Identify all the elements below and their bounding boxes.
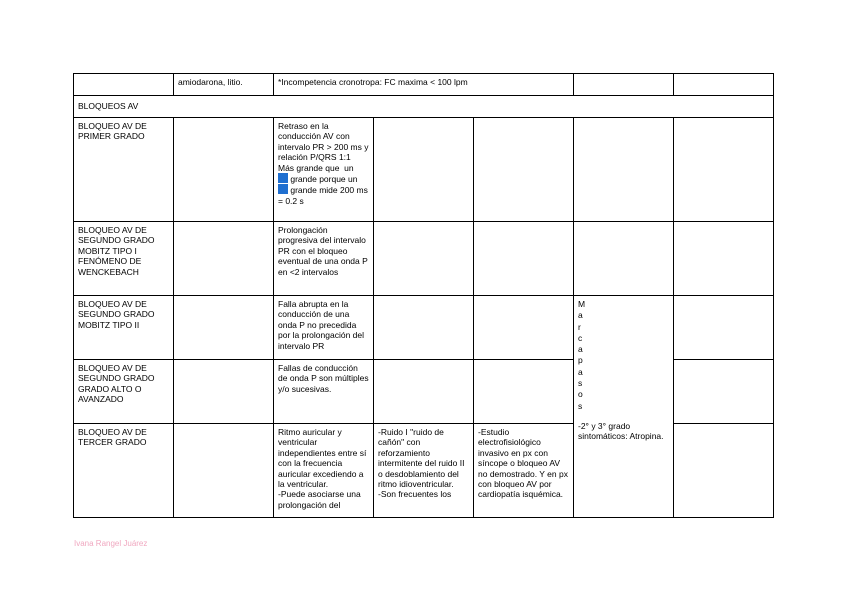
table-cell	[174, 74, 274, 96]
row-label-cell	[74, 360, 174, 424]
table-cell	[74, 74, 174, 96]
marcapasos-cell	[574, 296, 674, 518]
table-cell	[274, 360, 374, 424]
table-cell	[674, 74, 774, 96]
marcapasos-letter: a	[578, 344, 583, 355]
row-label-cell	[74, 222, 174, 296]
table-cell	[474, 360, 574, 424]
section-header-row	[74, 96, 774, 118]
row-label-cell	[74, 424, 174, 518]
row-label: BLOQUEO AV DE SEGUNDO GRADO MOBITZ TIPO II	[78, 299, 157, 330]
table-cell	[274, 74, 574, 96]
author-footer: Ivana Rangel Juárez	[74, 539, 148, 548]
row-label-cell	[74, 296, 174, 360]
table-row	[74, 74, 774, 96]
table-cell	[674, 424, 774, 518]
table-cell	[174, 424, 274, 518]
cell-text: Prolongación progresiva del intervalo PR con el bloqueo eventual de una onda P en <2 intervalos	[278, 225, 371, 277]
highlight-mark	[278, 173, 288, 183]
table-cell	[574, 74, 674, 96]
row-label: BLOQUEO AV DE PRIMER GRADO	[78, 121, 150, 142]
table-cell	[674, 222, 774, 296]
table-cell	[174, 296, 274, 360]
cell-text: Falla abrupta en la conducción de una onda P no precedida por la prolongación del intervalo PR	[278, 299, 367, 351]
row-label-cell	[74, 118, 174, 222]
table-cell	[474, 118, 574, 222]
marcapasos-letter: p	[578, 355, 583, 366]
table-row	[74, 296, 774, 360]
table-cell	[574, 118, 674, 222]
row-label: BLOQUEO AV DE SEGUNDO GRADO GRADO ALTO O AVANZADO	[78, 363, 157, 405]
table-cell	[374, 296, 474, 360]
marcapasos-letter: a	[578, 366, 583, 377]
marcapasos-letter: r	[578, 321, 581, 332]
cell-text-part: grande porque un	[288, 174, 358, 185]
table-cell	[474, 424, 574, 518]
cell-text: -Ruido I "ruido de cañón" con reforzamiento intermitente del ruido II o desdoblamiento del ritmo idioventricular. -Son frecuentes los	[378, 427, 465, 500]
cell-text: -Estudio electrofisiológico invasivo en px con síncope o bloqueo AV no demostrado. Y en px con bloqueo AV por cardiopatía isquémica.	[478, 427, 571, 500]
table-cell	[574, 222, 674, 296]
table-cell	[274, 424, 374, 518]
table-cell	[674, 118, 774, 222]
cell-text: *Incompetencia cronotropa: FC maxima < 100 lpm	[278, 77, 468, 87]
table-cell	[174, 222, 274, 296]
table-cell	[274, 296, 374, 360]
table-cell	[474, 222, 574, 296]
cell-text: Ritmo auricular y ventricular independientes entre sí con la frecuencia auricular excediendo a la ventricular. -Puede asociarse una prolongación del	[278, 427, 367, 510]
marcapasos-vertical	[578, 299, 586, 412]
bloqueos-table	[73, 73, 774, 518]
marcapasos-letter: c	[578, 332, 583, 343]
table-cell	[274, 118, 374, 222]
table-row	[74, 118, 774, 222]
row-label: BLOQUEO AV DE TERCER GRADO	[78, 427, 150, 448]
row-label: BLOQUEO AV DE SEGUNDO GRADO MOBITZ TIPO I FENÓMENO DE WENCKEBACH	[78, 225, 157, 277]
marcapasos-letter: a	[578, 310, 583, 321]
cell-text	[278, 121, 369, 206]
marcapasos-letter: s	[578, 400, 583, 411]
table-cell	[674, 360, 774, 424]
table-cell	[374, 424, 474, 518]
table-cell	[174, 118, 274, 222]
table-cell	[174, 360, 274, 424]
table-cell	[274, 222, 374, 296]
highlight-mark	[278, 184, 288, 194]
section-header	[74, 96, 774, 118]
table-cell	[374, 222, 474, 296]
table-cell	[674, 296, 774, 360]
section-header-text: BLOQUEOS AV	[78, 101, 139, 112]
cell-text: amiodarona, litio.	[178, 77, 243, 87]
marcapasos-letter: s	[578, 378, 583, 389]
cell-text-part: Retraso en la conducción AV con intervalo PR > 200 ms y relación P/QRS 1:1 Más grande que un	[278, 121, 369, 173]
table-cell	[474, 296, 574, 360]
table-cell	[374, 360, 474, 424]
table-cell	[374, 118, 474, 222]
marcapasos-note: -2° y 3° grado sintomáticos: Atropina.	[578, 420, 664, 442]
table-row	[74, 222, 774, 296]
cell-text: Fallas de conducción de onda P son múltiples y/o sucesivas.	[278, 363, 371, 394]
cell-text-part: grande mide 200 ms = 0.2 s	[278, 185, 371, 206]
marcapasos-letter: M	[578, 299, 586, 309]
marcapasos-letter: o	[578, 389, 583, 400]
